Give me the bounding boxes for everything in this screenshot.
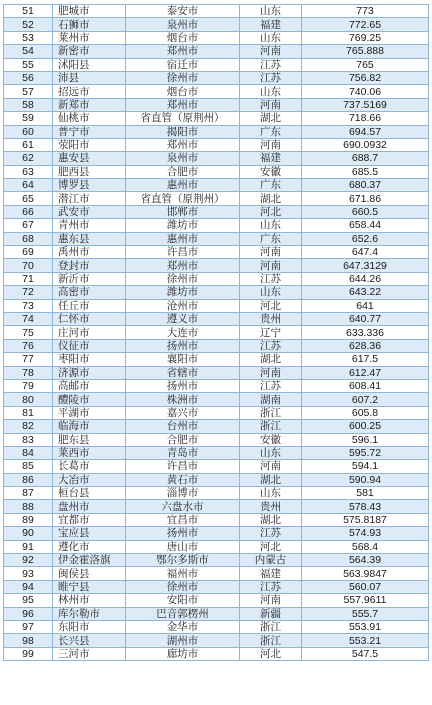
rank-cell: 60 xyxy=(4,125,53,138)
province-cell: 河北 xyxy=(240,647,302,660)
county-city-cell: 潜江市 xyxy=(53,192,126,205)
rank-cell: 56 xyxy=(4,71,53,84)
county-city-cell: 登封市 xyxy=(53,259,126,272)
prefecture-cell: 扬州市 xyxy=(126,339,240,352)
county-city-cell: 武安市 xyxy=(53,205,126,218)
county-city-cell: 石狮市 xyxy=(53,18,126,31)
province-cell: 广东 xyxy=(240,179,302,192)
prefecture-cell: 烟台市 xyxy=(126,31,240,44)
province-cell: 浙江 xyxy=(240,620,302,633)
gdp-cell: 568.4 xyxy=(302,540,429,553)
province-cell: 湖北 xyxy=(240,513,302,526)
table-row xyxy=(4,5,429,18)
gdp-cell: 553.91 xyxy=(302,620,429,633)
rank-cell: 54 xyxy=(4,45,53,58)
gdp-cell: 633.336 xyxy=(302,326,429,339)
county-city-cell: 库尔勒市 xyxy=(53,607,126,620)
prefecture-cell: 合肥市 xyxy=(126,165,240,178)
prefecture-cell: 青岛市 xyxy=(126,446,240,459)
prefecture-cell: 烟台市 xyxy=(126,85,240,98)
province-cell: 江苏 xyxy=(240,379,302,392)
table-row xyxy=(4,393,429,406)
table-row xyxy=(4,312,429,325)
gdp-cell: 756.82 xyxy=(302,71,429,84)
gdp-cell: 557.9611 xyxy=(302,594,429,607)
rank-cell: 64 xyxy=(4,179,53,192)
table-row xyxy=(4,580,429,593)
prefecture-cell: 金华市 xyxy=(126,620,240,633)
table-row xyxy=(4,45,429,58)
province-cell: 山东 xyxy=(240,487,302,500)
prefecture-cell: 泰安市 xyxy=(126,5,240,18)
gdp-cell: 680.37 xyxy=(302,179,429,192)
table-row xyxy=(4,433,429,446)
gdp-cell: 740.06 xyxy=(302,85,429,98)
table-row xyxy=(4,259,429,272)
rank-cell: 70 xyxy=(4,259,53,272)
rank-cell: 57 xyxy=(4,85,53,98)
gdp-cell: 607.2 xyxy=(302,393,429,406)
province-cell: 山东 xyxy=(240,286,302,299)
gdp-cell: 688.7 xyxy=(302,152,429,165)
province-cell: 江苏 xyxy=(240,339,302,352)
gdp-cell: 605.8 xyxy=(302,406,429,419)
province-cell: 山东 xyxy=(240,31,302,44)
prefecture-cell: 襄阳市 xyxy=(126,353,240,366)
county-city-cell: 禹州市 xyxy=(53,246,126,259)
table-row xyxy=(4,527,429,540)
rank-cell: 52 xyxy=(4,18,53,31)
province-cell: 安徽 xyxy=(240,165,302,178)
prefecture-cell: 安阳市 xyxy=(126,594,240,607)
rank-cell: 51 xyxy=(4,5,53,18)
rank-cell: 89 xyxy=(4,513,53,526)
prefecture-cell: 湖州市 xyxy=(126,634,240,647)
rank-cell: 94 xyxy=(4,580,53,593)
prefecture-cell: 许昌市 xyxy=(126,246,240,259)
county-city-cell: 莱西市 xyxy=(53,446,126,459)
county-city-cell: 莱州市 xyxy=(53,31,126,44)
county-city-cell: 宝应县 xyxy=(53,527,126,540)
gdp-cell: 647.3129 xyxy=(302,259,429,272)
rank-cell: 84 xyxy=(4,446,53,459)
prefecture-cell: 淄博市 xyxy=(126,487,240,500)
rank-cell: 58 xyxy=(4,98,53,111)
prefecture-cell: 惠州市 xyxy=(126,179,240,192)
county-city-cell: 长葛市 xyxy=(53,460,126,473)
county-city-cell: 枣阳市 xyxy=(53,353,126,366)
rank-cell: 87 xyxy=(4,487,53,500)
rank-cell: 90 xyxy=(4,527,53,540)
gdp-cell: 564.39 xyxy=(302,554,429,567)
table-row xyxy=(4,379,429,392)
province-cell: 福建 xyxy=(240,152,302,165)
table-row xyxy=(4,487,429,500)
rank-cell: 68 xyxy=(4,232,53,245)
rank-cell: 98 xyxy=(4,634,53,647)
gdp-cell: 641 xyxy=(302,299,429,312)
county-city-cell: 高密市 xyxy=(53,286,126,299)
rank-cell: 78 xyxy=(4,366,53,379)
county-city-cell: 宜都市 xyxy=(53,513,126,526)
county-city-cell: 普宁市 xyxy=(53,125,126,138)
gdp-cell: 628.36 xyxy=(302,339,429,352)
rank-cell: 81 xyxy=(4,406,53,419)
prefecture-cell: 泉州市 xyxy=(126,152,240,165)
table-body xyxy=(4,5,429,661)
province-cell: 河南 xyxy=(240,460,302,473)
prefecture-cell: 揭阳市 xyxy=(126,125,240,138)
county-city-cell: 仪征市 xyxy=(53,339,126,352)
rank-cell: 97 xyxy=(4,620,53,633)
province-cell: 新疆 xyxy=(240,607,302,620)
rank-cell: 53 xyxy=(4,31,53,44)
county-city-cell: 大冶市 xyxy=(53,473,126,486)
gdp-cell: 596.1 xyxy=(302,433,429,446)
table-row xyxy=(4,192,429,205)
table-row xyxy=(4,31,429,44)
gdp-cell: 590.94 xyxy=(302,473,429,486)
gdp-cell: 574.93 xyxy=(302,527,429,540)
province-cell: 福建 xyxy=(240,18,302,31)
table-row xyxy=(4,18,429,31)
gdp-cell: 685.5 xyxy=(302,165,429,178)
province-cell: 山东 xyxy=(240,446,302,459)
table-row xyxy=(4,112,429,125)
county-city-cell: 肥城市 xyxy=(53,5,126,18)
table-row xyxy=(4,85,429,98)
county-city-cell: 惠安县 xyxy=(53,152,126,165)
province-cell: 江苏 xyxy=(240,58,302,71)
province-cell: 广东 xyxy=(240,125,302,138)
table-row xyxy=(4,138,429,151)
county-city-cell: 林州市 xyxy=(53,594,126,607)
prefecture-cell: 郑州市 xyxy=(126,45,240,58)
province-cell: 河南 xyxy=(240,594,302,607)
county-city-cell: 肥东县 xyxy=(53,433,126,446)
province-cell: 河北 xyxy=(240,540,302,553)
rank-cell: 71 xyxy=(4,272,53,285)
rank-cell: 96 xyxy=(4,607,53,620)
province-cell: 山东 xyxy=(240,5,302,18)
rank-cell: 80 xyxy=(4,393,53,406)
prefecture-cell: 徐州市 xyxy=(126,71,240,84)
province-cell: 江苏 xyxy=(240,580,302,593)
province-cell: 河南 xyxy=(240,259,302,272)
county-city-cell: 长兴县 xyxy=(53,634,126,647)
county-city-cell: 招远市 xyxy=(53,85,126,98)
prefecture-cell: 巴音郭楞州 xyxy=(126,607,240,620)
province-cell: 浙江 xyxy=(240,420,302,433)
gdp-cell: 563.9847 xyxy=(302,567,429,580)
prefecture-cell: 潍坊市 xyxy=(126,219,240,232)
province-cell: 江苏 xyxy=(240,71,302,84)
rank-cell: 69 xyxy=(4,246,53,259)
table-row xyxy=(4,460,429,473)
county-city-cell: 肥西县 xyxy=(53,165,126,178)
gdp-cell: 600.25 xyxy=(302,420,429,433)
table-row xyxy=(4,554,429,567)
prefecture-cell: 潍坊市 xyxy=(126,286,240,299)
province-cell: 河南 xyxy=(240,98,302,111)
gdp-cell: 617.5 xyxy=(302,353,429,366)
table-row xyxy=(4,406,429,419)
prefecture-cell: 徐州市 xyxy=(126,272,240,285)
province-cell: 湖北 xyxy=(240,473,302,486)
gdp-cell: 640.77 xyxy=(302,312,429,325)
prefecture-cell: 廊坊市 xyxy=(126,647,240,660)
province-cell: 河南 xyxy=(240,138,302,151)
county-city-cell: 沛县 xyxy=(53,71,126,84)
table-row xyxy=(4,473,429,486)
rank-cell: 76 xyxy=(4,339,53,352)
prefecture-cell: 宿迁市 xyxy=(126,58,240,71)
table-row xyxy=(4,98,429,111)
rank-cell: 91 xyxy=(4,540,53,553)
rank-cell: 72 xyxy=(4,286,53,299)
prefecture-cell: 黄石市 xyxy=(126,473,240,486)
gdp-cell: 555.7 xyxy=(302,607,429,620)
table-row xyxy=(4,272,429,285)
rank-cell: 73 xyxy=(4,299,53,312)
gdp-cell: 553.21 xyxy=(302,634,429,647)
table-row xyxy=(4,299,429,312)
prefecture-cell: 省直管（原荆州） xyxy=(126,192,240,205)
gdp-cell: 658.44 xyxy=(302,219,429,232)
table-row xyxy=(4,179,429,192)
province-cell: 山东 xyxy=(240,85,302,98)
table-row xyxy=(4,205,429,218)
prefecture-cell: 省直管（原荆州） xyxy=(126,112,240,125)
table-row xyxy=(4,219,429,232)
county-city-cell: 伊金霍洛旗 xyxy=(53,554,126,567)
rank-cell: 74 xyxy=(4,312,53,325)
province-cell: 浙江 xyxy=(240,406,302,419)
province-cell: 广东 xyxy=(240,232,302,245)
county-city-cell: 仙桃市 xyxy=(53,112,126,125)
prefecture-cell: 省辖市 xyxy=(126,366,240,379)
prefecture-cell: 扬州市 xyxy=(126,527,240,540)
prefecture-cell: 鄂尔多斯市 xyxy=(126,554,240,567)
table-row xyxy=(4,58,429,71)
gdp-cell: 765 xyxy=(302,58,429,71)
province-cell: 辽宁 xyxy=(240,326,302,339)
county-city-cell: 青州市 xyxy=(53,219,126,232)
table-row xyxy=(4,286,429,299)
gdp-cell: 560.07 xyxy=(302,580,429,593)
table-row xyxy=(4,353,429,366)
province-cell: 浙江 xyxy=(240,634,302,647)
county-city-cell: 庄河市 xyxy=(53,326,126,339)
province-cell: 湖南 xyxy=(240,393,302,406)
table-row xyxy=(4,71,429,84)
province-cell: 内蒙古 xyxy=(240,554,302,567)
county-city-cell: 济源市 xyxy=(53,366,126,379)
county-city-cell: 仁怀市 xyxy=(53,312,126,325)
county-city-cell: 惠东县 xyxy=(53,232,126,245)
county-gdp-ranking-table xyxy=(3,4,429,661)
gdp-cell: 718.66 xyxy=(302,112,429,125)
gdp-cell: 547.5 xyxy=(302,647,429,660)
prefecture-cell: 株洲市 xyxy=(126,393,240,406)
province-cell: 河南 xyxy=(240,246,302,259)
province-cell: 山东 xyxy=(240,219,302,232)
county-city-cell: 遵化市 xyxy=(53,540,126,553)
table-row xyxy=(4,446,429,459)
prefecture-cell: 六盘水市 xyxy=(126,500,240,513)
prefecture-cell: 郑州市 xyxy=(126,98,240,111)
table-row xyxy=(4,540,429,553)
rank-cell: 85 xyxy=(4,460,53,473)
table-row xyxy=(4,339,429,352)
gdp-cell: 578.43 xyxy=(302,500,429,513)
table-row xyxy=(4,594,429,607)
gdp-cell: 575.8187 xyxy=(302,513,429,526)
prefecture-cell: 合肥市 xyxy=(126,433,240,446)
rank-cell: 55 xyxy=(4,58,53,71)
prefecture-cell: 大连市 xyxy=(126,326,240,339)
gdp-cell: 644.26 xyxy=(302,272,429,285)
prefecture-cell: 遵义市 xyxy=(126,312,240,325)
rank-cell: 77 xyxy=(4,353,53,366)
county-city-cell: 桓台县 xyxy=(53,487,126,500)
county-city-cell: 闽侯县 xyxy=(53,567,126,580)
rank-cell: 82 xyxy=(4,420,53,433)
prefecture-cell: 嘉兴市 xyxy=(126,406,240,419)
rank-cell: 88 xyxy=(4,500,53,513)
rank-cell: 86 xyxy=(4,473,53,486)
prefecture-cell: 许昌市 xyxy=(126,460,240,473)
table-row xyxy=(4,620,429,633)
gdp-cell: 769.25 xyxy=(302,31,429,44)
table-row xyxy=(4,366,429,379)
gdp-cell: 671.86 xyxy=(302,192,429,205)
rank-cell: 75 xyxy=(4,326,53,339)
table-row xyxy=(4,647,429,660)
province-cell: 江苏 xyxy=(240,527,302,540)
province-cell: 河北 xyxy=(240,205,302,218)
prefecture-cell: 徐州市 xyxy=(126,580,240,593)
gdp-cell: 772.65 xyxy=(302,18,429,31)
county-city-cell: 沭阳县 xyxy=(53,58,126,71)
table-row xyxy=(4,125,429,138)
rank-cell: 95 xyxy=(4,594,53,607)
table-row xyxy=(4,420,429,433)
county-city-cell: 平湖市 xyxy=(53,406,126,419)
province-cell: 河北 xyxy=(240,299,302,312)
county-city-cell: 高邮市 xyxy=(53,379,126,392)
county-city-cell: 新郑市 xyxy=(53,98,126,111)
province-cell: 福建 xyxy=(240,567,302,580)
gdp-cell: 594.1 xyxy=(302,460,429,473)
prefecture-cell: 郑州市 xyxy=(126,259,240,272)
gdp-cell: 608.41 xyxy=(302,379,429,392)
county-city-cell: 盘州市 xyxy=(53,500,126,513)
table-row xyxy=(4,165,429,178)
rank-cell: 66 xyxy=(4,205,53,218)
rank-cell: 63 xyxy=(4,165,53,178)
province-cell: 湖北 xyxy=(240,353,302,366)
table-row xyxy=(4,246,429,259)
province-cell: 江苏 xyxy=(240,272,302,285)
county-city-cell: 新沂市 xyxy=(53,272,126,285)
county-city-cell: 三河市 xyxy=(53,647,126,660)
county-city-cell: 东阳市 xyxy=(53,620,126,633)
prefecture-cell: 扬州市 xyxy=(126,379,240,392)
rank-cell: 65 xyxy=(4,192,53,205)
gdp-cell: 737.5169 xyxy=(302,98,429,111)
table-row xyxy=(4,567,429,580)
rank-cell: 61 xyxy=(4,138,53,151)
gdp-cell: 581 xyxy=(302,487,429,500)
rank-cell: 67 xyxy=(4,219,53,232)
county-city-cell: 任丘市 xyxy=(53,299,126,312)
rank-cell: 62 xyxy=(4,152,53,165)
gdp-cell: 652.6 xyxy=(302,232,429,245)
province-cell: 河南 xyxy=(240,45,302,58)
gdp-cell: 694.57 xyxy=(302,125,429,138)
county-city-cell: 博罗县 xyxy=(53,179,126,192)
table-row xyxy=(4,326,429,339)
province-cell: 河南 xyxy=(240,366,302,379)
province-cell: 安徽 xyxy=(240,433,302,446)
county-city-cell: 新密市 xyxy=(53,45,126,58)
rank-cell: 83 xyxy=(4,433,53,446)
prefecture-cell: 郑州市 xyxy=(126,138,240,151)
rank-cell: 99 xyxy=(4,647,53,660)
county-city-cell: 荥阳市 xyxy=(53,138,126,151)
ranking-table-container xyxy=(3,4,428,661)
table-row xyxy=(4,500,429,513)
county-city-cell: 临海市 xyxy=(53,420,126,433)
province-cell: 贵州 xyxy=(240,500,302,513)
prefecture-cell: 沧州市 xyxy=(126,299,240,312)
rank-cell: 59 xyxy=(4,112,53,125)
gdp-cell: 773 xyxy=(302,5,429,18)
gdp-cell: 660.5 xyxy=(302,205,429,218)
gdp-cell: 765.888 xyxy=(302,45,429,58)
prefecture-cell: 台州市 xyxy=(126,420,240,433)
table-row xyxy=(4,607,429,620)
gdp-cell: 595.72 xyxy=(302,446,429,459)
rank-cell: 93 xyxy=(4,567,53,580)
county-city-cell: 睢宁县 xyxy=(53,580,126,593)
table-row xyxy=(4,634,429,647)
prefecture-cell: 宜昌市 xyxy=(126,513,240,526)
prefecture-cell: 邯郸市 xyxy=(126,205,240,218)
prefecture-cell: 福州市 xyxy=(126,567,240,580)
province-cell: 湖北 xyxy=(240,192,302,205)
county-city-cell: 醴陵市 xyxy=(53,393,126,406)
prefecture-cell: 惠州市 xyxy=(126,232,240,245)
prefecture-cell: 唐山市 xyxy=(126,540,240,553)
gdp-cell: 612.47 xyxy=(302,366,429,379)
province-cell: 湖北 xyxy=(240,112,302,125)
gdp-cell: 643.22 xyxy=(302,286,429,299)
gdp-cell: 647.4 xyxy=(302,246,429,259)
prefecture-cell: 泉州市 xyxy=(126,18,240,31)
table-row xyxy=(4,513,429,526)
rank-cell: 92 xyxy=(4,554,53,567)
province-cell: 贵州 xyxy=(240,312,302,325)
table-row xyxy=(4,232,429,245)
table-row xyxy=(4,152,429,165)
rank-cell: 79 xyxy=(4,379,53,392)
gdp-cell: 690.0932 xyxy=(302,138,429,151)
